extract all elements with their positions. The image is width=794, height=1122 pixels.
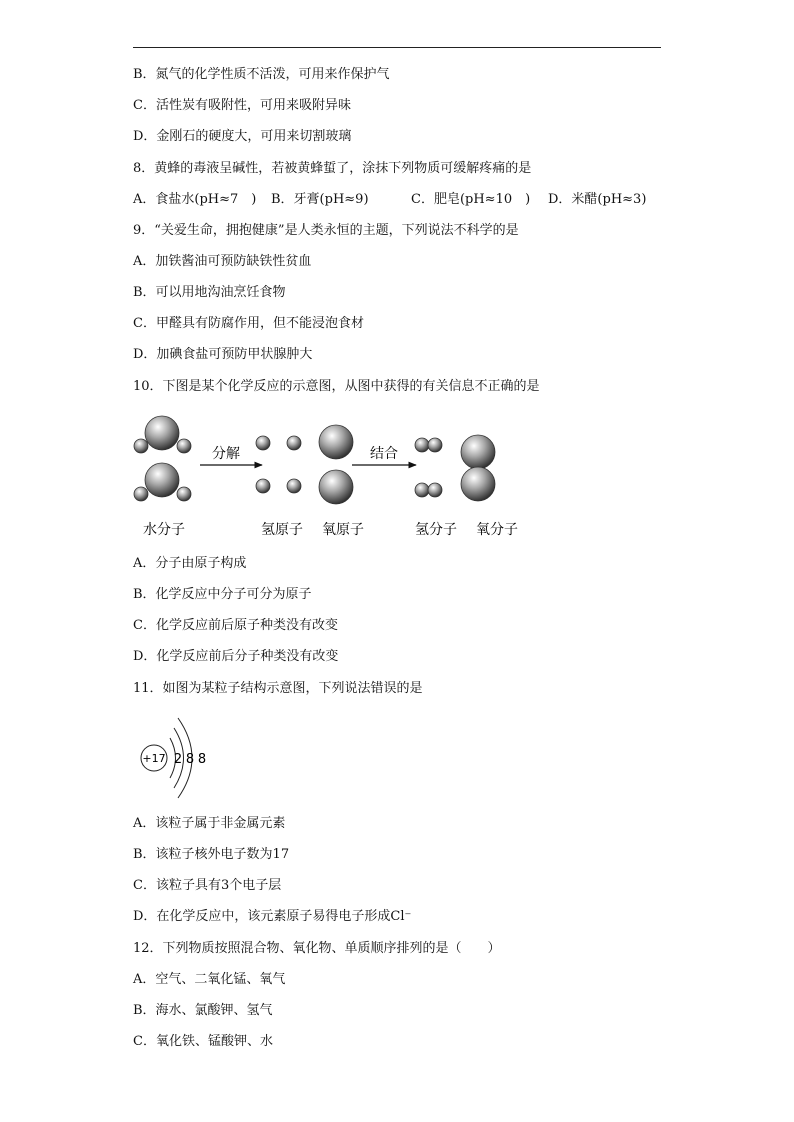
q12-option-c: C．氧化铁、锰酸钾、水 bbox=[133, 1034, 273, 1049]
q9-stem: 9．“关爱生命，拥抱健康”是人类永恒的主题，下列说法不科学的是 bbox=[133, 223, 519, 238]
q8-option-b: B．牙膏(pH≈9) bbox=[271, 192, 369, 207]
shell-1-count: 2 bbox=[173, 752, 183, 767]
h-molecule-label: 氢分子 bbox=[415, 522, 457, 538]
shell-3-count: 8 bbox=[197, 752, 207, 767]
nucleus-charge: +17 bbox=[142, 752, 166, 765]
q8-options bbox=[133, 191, 661, 209]
reaction-diagram bbox=[130, 408, 550, 544]
h-atom-ball bbox=[256, 479, 270, 493]
q11-option-c: C．该粒子具有3个电子层 bbox=[133, 878, 282, 893]
o-atom-ball bbox=[145, 463, 179, 497]
h-atom-ball bbox=[287, 479, 301, 493]
q10-stem: 10．下图是某个化学反应的示意图，从图中获得的有关信息不正确的是 bbox=[133, 379, 540, 394]
h-atom-ball bbox=[177, 439, 191, 453]
q11-stem: 11．如图为某粒子结构示意图，下列说法错误的是 bbox=[133, 681, 423, 696]
q11-option-b: B．该粒子核外电子数为17 bbox=[133, 847, 290, 862]
o-atom-label: 氧原子 bbox=[322, 522, 364, 538]
q9-option-c: C．甲醛具有防腐作用，但不能浸泡食材 bbox=[133, 316, 364, 331]
h-atom-ball bbox=[256, 436, 270, 450]
header-rule bbox=[133, 47, 661, 48]
q11-option-d: D．在化学反应中，该元素原子易得电子形成Cl⁻ bbox=[133, 909, 412, 924]
o-atom-ball bbox=[319, 425, 353, 459]
q12-option-a: A．空气、二氧化锰、氧气 bbox=[133, 972, 286, 987]
h-atom-ball bbox=[177, 487, 191, 501]
q11-option-a: A．该粒子属于非金属元素 bbox=[133, 816, 286, 831]
q8-option-c: C．肥皂(pH≈10 ) bbox=[411, 192, 531, 207]
o-atom-ball bbox=[461, 467, 495, 501]
q8-option-d: D．米醋(pH≈3) bbox=[548, 192, 647, 207]
h-atom-ball bbox=[428, 438, 442, 452]
q7-option-d: D．金刚石的硬度大，可用来切割玻璃 bbox=[133, 129, 352, 144]
q12-option-b: B．海水、氯酸钾、氢气 bbox=[133, 1003, 273, 1018]
atom-structure-diagram bbox=[134, 706, 224, 806]
q10-option-d: D．化学反应前后分子种类没有改变 bbox=[133, 649, 339, 664]
combine-label: 结合 bbox=[370, 446, 398, 462]
water-molecule-label: 水分子 bbox=[143, 522, 185, 538]
h-atom-ball bbox=[415, 438, 429, 452]
q8-stem: 8．黄蜂的毒液呈碱性，若被黄蜂蜇了，涂抹下列物质可缓解疼痛的是 bbox=[133, 161, 532, 176]
q10-option-c: C．化学反应前后原子种类没有改变 bbox=[133, 618, 338, 633]
o-atom-ball bbox=[461, 435, 495, 469]
h-atom-ball bbox=[134, 439, 148, 453]
h-atom-ball bbox=[428, 483, 442, 497]
shell-2-count: 8 bbox=[185, 752, 195, 767]
o-atom-ball bbox=[319, 470, 353, 504]
q9-option-d: D．加碘食盐可预防甲状腺肿大 bbox=[133, 347, 313, 362]
q9-option-a: A．加铁酱油可预防缺铁性贫血 bbox=[133, 254, 312, 269]
h-atom-ball bbox=[415, 483, 429, 497]
o-atom-ball bbox=[145, 416, 179, 450]
decompose-label: 分解 bbox=[212, 446, 240, 462]
q10-option-a: A．分子由原子构成 bbox=[133, 556, 247, 571]
o-molecule-label: 氧分子 bbox=[476, 522, 518, 538]
q7-option-b: B．氮气的化学性质不活泼，可用来作保护气 bbox=[133, 67, 390, 82]
q12-stem: 12．下列物质按照混合物、氧化物、单质顺序排列的是（ ） bbox=[133, 941, 501, 956]
q9-option-b: B．可以用地沟油烹饪食物 bbox=[133, 285, 286, 300]
h-atom-ball bbox=[287, 436, 301, 450]
q7-option-c: C．活性炭有吸附性，可用来吸附异味 bbox=[133, 98, 351, 113]
q10-option-b: B．化学反应中分子可分为原子 bbox=[133, 587, 312, 602]
h-atom-ball bbox=[134, 487, 148, 501]
q8-option-a: A．食盐水(pH≈7 ) bbox=[133, 192, 257, 207]
h-atom-label: 氢原子 bbox=[261, 522, 303, 538]
